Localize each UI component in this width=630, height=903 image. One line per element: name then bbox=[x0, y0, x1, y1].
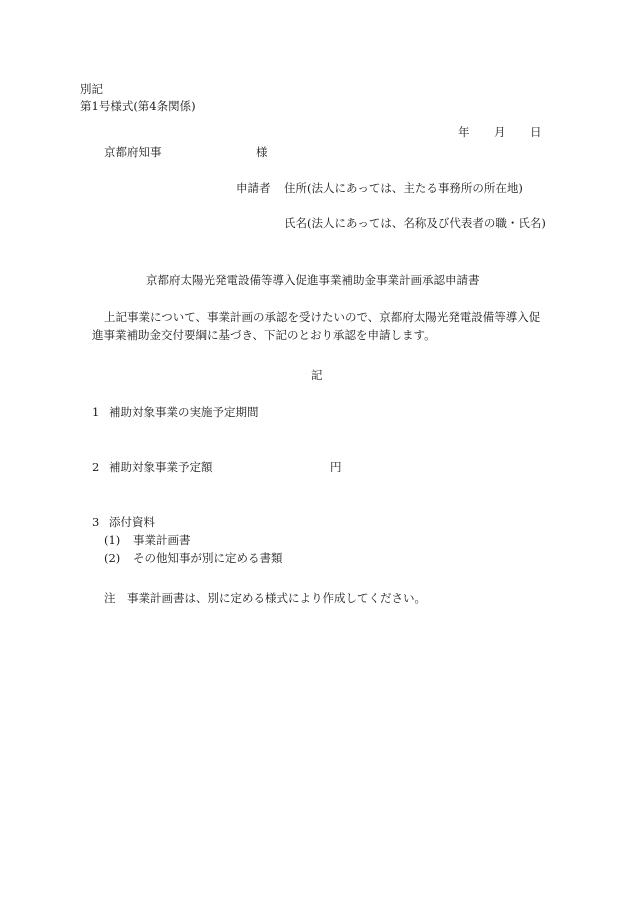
item-1-number: 1 bbox=[92, 405, 100, 419]
form-number-label: 第1号様式(第4条関係) bbox=[80, 99, 196, 113]
body-paragraph-line-2: 進事業補助金交付要綱に基づき、下記のとおり承認を申請します。 bbox=[92, 328, 436, 342]
date-month-label: 月 bbox=[494, 125, 506, 139]
item-1-label: 補助対象事業の実施予定期間 bbox=[109, 405, 259, 419]
item-2-label: 補助対象事業予定額 bbox=[109, 460, 213, 474]
note-text: 事業計画書は、別に定める様式により作成してください。 bbox=[127, 591, 426, 605]
item-3-label: 添付資料 bbox=[109, 515, 155, 529]
note-marker: 注 bbox=[104, 591, 116, 605]
addressee-honorific: 様 bbox=[256, 145, 268, 159]
applicant-address-label: 住所(法人にあっては、主たる事務所の所在地) bbox=[284, 181, 523, 195]
applicant-role-label: 申請者 bbox=[236, 181, 271, 195]
date-day-label: 日 bbox=[530, 125, 542, 139]
attachment-1-label: 事業計画書 bbox=[133, 533, 191, 547]
document-title: 京都府太陽光発電設備等導入促進事業補助金事業計画承認申請書 bbox=[146, 273, 480, 287]
item-3-number: 3 bbox=[92, 515, 100, 529]
attachment-1-number: (1) bbox=[104, 533, 121, 547]
appendix-label: 別記 bbox=[80, 82, 103, 96]
addressee-name: 京都府知事 bbox=[104, 145, 162, 159]
body-paragraph-line-1: 上記事業について、事業計画の承認を受けたいので、京都府太陽光発電設備等導入促 bbox=[104, 310, 541, 324]
attachment-2-label: その他知事が別に定める書類 bbox=[133, 551, 283, 565]
item-2-number: 2 bbox=[92, 460, 100, 474]
date-year-label: 年 bbox=[458, 125, 470, 139]
applicant-name-label: 氏名(法人にあっては、名称及び代表者の職・氏名) bbox=[284, 216, 546, 230]
attachment-2-number: (2) bbox=[104, 551, 121, 565]
item-2-unit: 円 bbox=[330, 460, 342, 474]
record-heading: 記 bbox=[311, 368, 323, 382]
